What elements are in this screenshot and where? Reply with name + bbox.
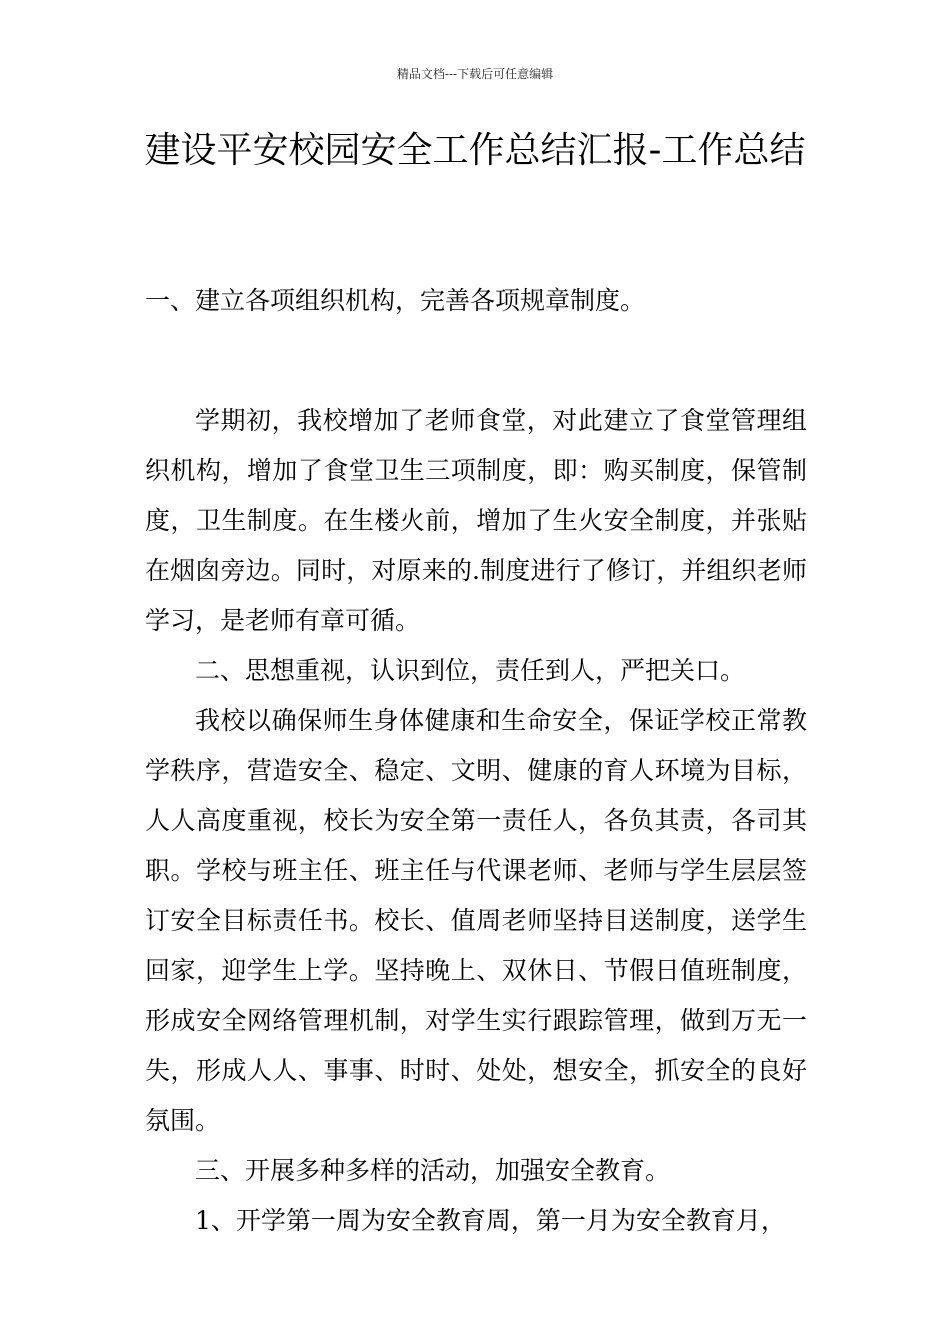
paragraph-3: 1、开学第一周为安全教育周，第一月为安全教育月， [195, 1206, 786, 1235]
section-heading-3: 三、开展多种多样的活动，加强安全教育。 [195, 1156, 671, 1185]
section-heading-2: 二、思想重视，认识到位，责任到人，严把关口。 [195, 656, 746, 685]
section-heading-1: 一、建立各项组织机构，完善各项规章制度。 [145, 286, 646, 315]
document-title: 建设平安校园安全工作总结汇报-工作总结 [144, 130, 806, 171]
header-note: 精品文档---下载后可任意编辑 [396, 67, 554, 81]
document-body [145, 276, 807, 1246]
paragraph-1: 学期初，我校增加了老师食堂，对此建立了食堂管理组织机构，增加了食堂卫生三项制度，即：购买制度，保管制度，卫生制度。在生楼火前，增加了生火安全制度，并张贴在烟囱旁边。同时，对原来的.制度进行了修订，并组织老师学习，是老师有章可循。 [145, 406, 807, 635]
paragraph-spacer [145, 326, 807, 396]
paragraph-2: 我校以确保师生身体健康和生命安全，保证学校正常教学秩序，营造安全、稳定、文明、健康的育人环境为目标，人人高度重视，校长为安全第一责任人，各负其责，各司其职。学校与班主任、班主任与代课老师、老师与学生层层签订安全目标责任书。校长、值周老师坚持目送制度，送学生回家，迎学生上学。坚持晚上、双休日、节假日值班制度，形成安全网络管理机制，对学生实行跟踪管理，做到万无一失，形成人人、事事、时时、处处，想安全，抓安全的良好氛围。 [145, 706, 807, 1135]
